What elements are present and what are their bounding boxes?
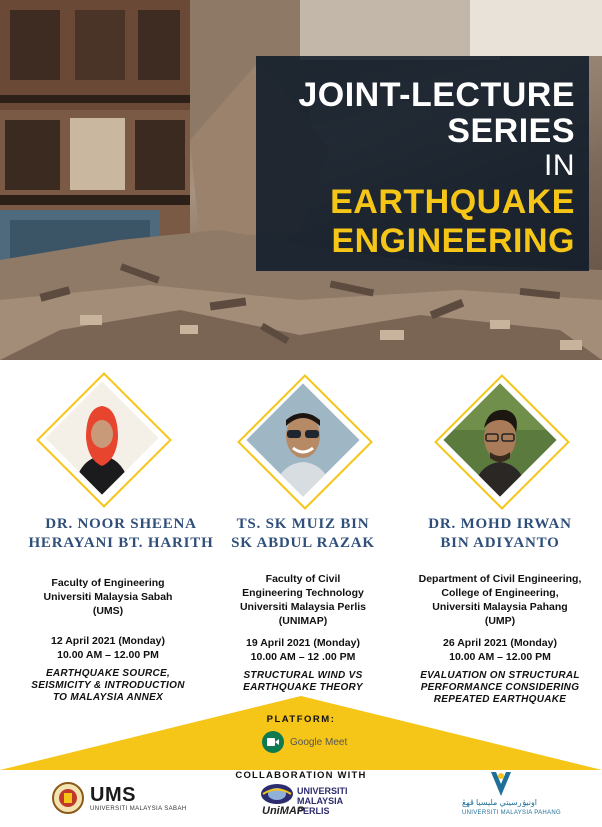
- speaker-2-name: TS. SK MUIZ BIN SK ABDUL RAZAK: [231, 516, 375, 551]
- platform-name: Google Meet: [290, 736, 348, 748]
- speaker-1-affiliation: Faculty of Engineering Universiti Malaysia Sabah (UMS): [43, 577, 173, 617]
- speaker-1-name: DR. NOOR SHEENA HERAYANI BT. HARITH: [28, 516, 214, 551]
- speaker-3-portrait: [440, 380, 560, 500]
- title-line-4: EARTHQUAKE: [330, 183, 575, 221]
- title-line-3: IN: [544, 149, 575, 182]
- speaker-3-topic: EVALUATION ON STRUCTURAL PERFORMANCE CONSIDERING REPEATED EARTHQUAKE: [420, 670, 580, 705]
- google-meet-icon: [262, 731, 284, 753]
- collaboration-label: COLLABORATION WITH: [235, 770, 367, 781]
- speaker-2-topic: STRUCTURAL WIND VS EARTHQUAKE THEORY: [243, 670, 363, 693]
- google-meet-badge: [262, 730, 347, 754]
- speaker-2-date: 19 April 2021 (Monday) 10.00 AM – 12 .00 PM: [246, 637, 360, 663]
- ums-logo-text: UMS: [90, 784, 136, 806]
- unimap-logo-wordmark: UniMAP: [262, 805, 305, 817]
- unimap-logo-line-1: UNIVERSITI: [297, 786, 348, 796]
- ump-logo-jawi: اونيۏرسيتي مليسيا ڤهڠ: [462, 798, 538, 807]
- unimap-logo-line-2: MALAYSIA: [297, 796, 344, 806]
- speaker-1-date: 12 April 2021 (Monday) 10.00 AM – 12.00 PM: [51, 635, 165, 661]
- speaker-3-affiliation: Department of Civil Engineering, College of Engineering, Universiti Malaysia Pahang (UMP): [418, 573, 582, 627]
- speaker-2-affiliation: Faculty of Civil Engineering Technology Universiti Malaysia Perlis (UNIMAP): [239, 573, 367, 627]
- speaker-3-date: 26 April 2021 (Monday) 10.00 AM – 12.00 PM: [443, 637, 557, 663]
- speaker-1-portrait: [42, 378, 162, 498]
- unimap-globe-icon: [260, 783, 294, 805]
- speaker-1-photo: [45, 381, 158, 494]
- ump-emblem-icon: [486, 770, 516, 798]
- speaker-1-topic: EARTHQUAKE SOURCE, SEISMICITY & INTRODUCTION TO MALAYSIA ANNEX: [31, 668, 185, 703]
- speaker-2-photo: [246, 383, 359, 496]
- ump-logo-text: UNIVERSITI MALAYSIA PAHANG: [462, 810, 561, 816]
- ums-logo-subtitle: UNIVERSITI MALAYSIA SABAH: [90, 806, 187, 812]
- title-box: [256, 56, 589, 271]
- platform-label: PLATFORM:: [266, 714, 336, 725]
- title-line-2: SERIES: [447, 112, 575, 150]
- speaker-2-portrait: [243, 380, 363, 500]
- speaker-3-name: DR. MOHD IRWAN BIN ADIYANTO: [428, 516, 572, 551]
- title-line-5: ENGINEERING: [331, 222, 575, 260]
- speaker-3-photo: [443, 383, 556, 496]
- hero-banner: [0, 0, 602, 360]
- ums-crest-icon: [52, 782, 84, 814]
- title-line-1: JOINT-LECTURE: [298, 76, 575, 114]
- unimap-logo-line-3: PERLIS: [297, 806, 330, 816]
